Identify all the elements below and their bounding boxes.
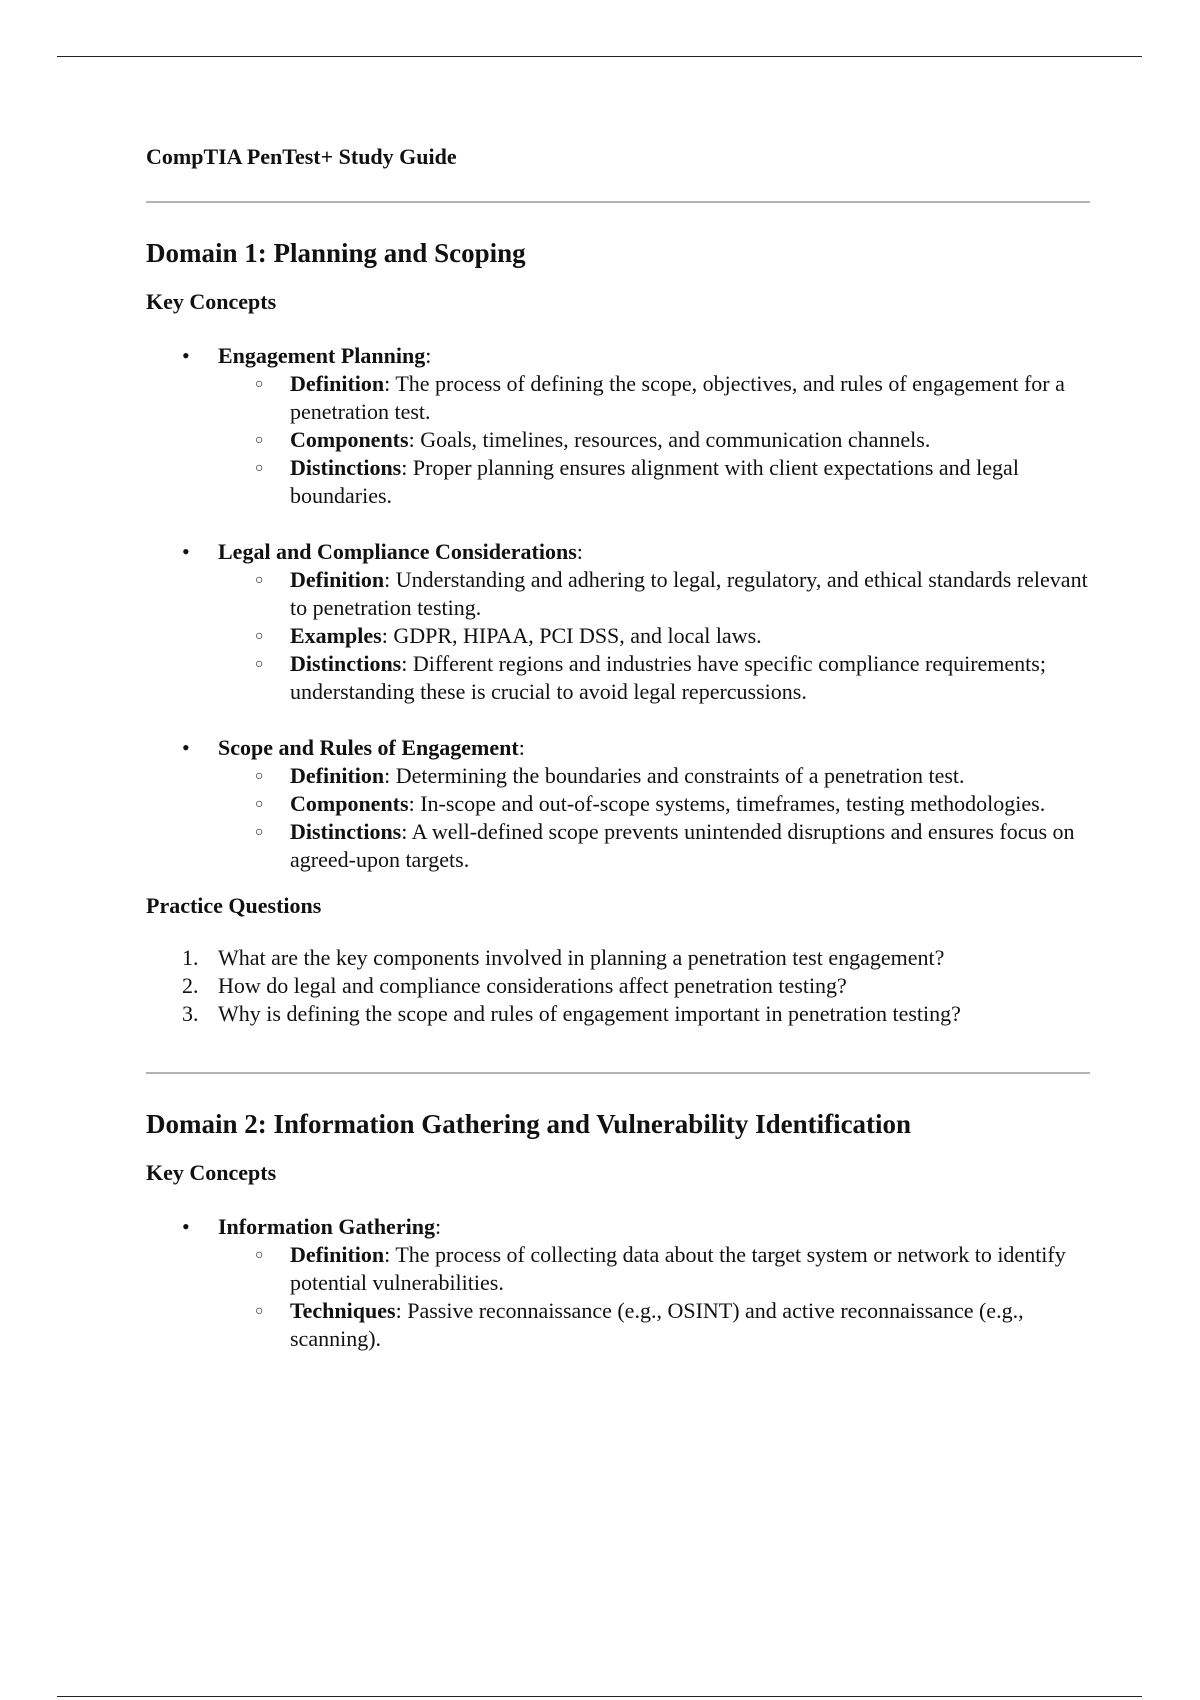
question-item <box>146 944 1090 972</box>
page-bottom-rule <box>57 1696 1142 1697</box>
concept-list <box>146 1213 1090 1353</box>
detail-item: ○ Distinctions: Different regions and industries have specific compliance requirements; understanding these is crucial to avoid legal repercussions. <box>255 651 1046 704</box>
key-concepts-heading: Key Concepts <box>146 1160 277 1185</box>
concept-item <box>146 538 1090 706</box>
concept-title: Legal and Compliance Considerations: <box>218 539 583 564</box>
bullet-dot-icon: • <box>182 343 190 368</box>
detail-item: ○ Components: In-scope and out-of-scope systems, timeframes, testing methodologies. <box>218 790 1090 818</box>
circle-bullet-icon: ○ <box>255 825 264 840</box>
domain-2-section <box>146 1107 1090 1353</box>
bullet-dot-icon: • <box>182 1214 190 1239</box>
key-concepts-heading: Key Concepts <box>146 289 277 314</box>
circle-bullet-icon: ○ <box>255 377 264 392</box>
bullet-dot-icon: • <box>182 539 190 564</box>
question-text: How do legal and compliance considerations affect penetration testing? <box>218 973 847 998</box>
detail-item: ○ Definition: Understanding and adhering to legal, regulatory, and ethical standards relevant to penetration testing. <box>255 567 1088 620</box>
circle-bullet-icon: ○ <box>255 629 264 644</box>
circle-bullet-icon: ○ <box>255 797 264 812</box>
practice-questions-heading: Practice Questions <box>146 893 322 918</box>
detail-item: ○ Components: Goals, timelines, resources, and communication channels. <box>218 426 1090 454</box>
question-item <box>146 972 1090 1000</box>
detail-item: ○ Distinctions: A well-defined scope prevents unintended disruptions and ensures focus on agreed-upon targets. <box>255 819 1075 872</box>
circle-bullet-icon: ○ <box>255 657 264 672</box>
document-title: CompTIA PenTest+ Study Guide <box>146 144 457 169</box>
detail-item: ○ Examples: GDPR, HIPAA, PCI DSS, and local laws. <box>218 622 1090 650</box>
concept-title: Information Gathering: <box>218 1214 442 1239</box>
section-divider <box>146 1072 1090 1074</box>
detail-list <box>218 762 1090 874</box>
circle-bullet-icon: ○ <box>255 1304 264 1319</box>
detail-item: ○ Distinctions: Proper planning ensures alignment with client expectations and legal boundaries. <box>255 455 1019 508</box>
question-item <box>146 1000 1090 1028</box>
detail-list <box>218 370 1090 510</box>
concept-title: Scope and Rules of Engagement: <box>218 735 525 760</box>
circle-bullet-icon: ○ <box>255 1248 264 1263</box>
question-number: 1. <box>182 945 199 970</box>
concept-title: Engagement Planning: <box>218 343 432 368</box>
detail-item: ○ Definition: The process of collecting data about the target system or network to identify potential vulnerabilities. <box>255 1242 1066 1295</box>
question-text: Why is defining the scope and rules of engagement important in penetration testing? <box>218 1001 961 1026</box>
detail-list <box>218 1241 1090 1353</box>
concept-item <box>146 1213 1090 1353</box>
detail-item: ○ Definition: The process of defining the scope, objectives, and rules of engagement for a penetration test. <box>255 371 1065 424</box>
document-content <box>146 143 1090 1353</box>
concept-list <box>146 342 1090 874</box>
domain-2-heading: Domain 2: Information Gathering and Vulnerability Identification <box>146 1109 912 1139</box>
question-number: 3. <box>182 1001 199 1026</box>
circle-bullet-icon: ○ <box>255 769 264 784</box>
section-divider <box>146 201 1090 203</box>
circle-bullet-icon: ○ <box>255 573 264 588</box>
concept-item <box>146 734 1090 874</box>
circle-bullet-icon: ○ <box>255 433 264 448</box>
circle-bullet-icon: ○ <box>255 461 264 476</box>
question-list <box>146 944 1090 1028</box>
detail-item: ○ Definition: Determining the boundaries and constraints of a penetration test. <box>218 762 1090 790</box>
detail-list <box>218 566 1090 706</box>
domain-1-heading: Domain 1: Planning and Scoping <box>146 238 526 268</box>
question-text: What are the key components involved in planning a penetration test engagement? <box>218 945 945 970</box>
bullet-dot-icon: • <box>182 735 190 760</box>
detail-item: ○ Techniques: Passive reconnaissance (e.g., OSINT) and active reconnaissance (e.g., scanning). <box>255 1298 1024 1351</box>
page-top-rule <box>57 56 1142 57</box>
question-number: 2. <box>182 973 199 998</box>
domain-1-section <box>146 236 1090 1028</box>
concept-item <box>146 342 1090 510</box>
